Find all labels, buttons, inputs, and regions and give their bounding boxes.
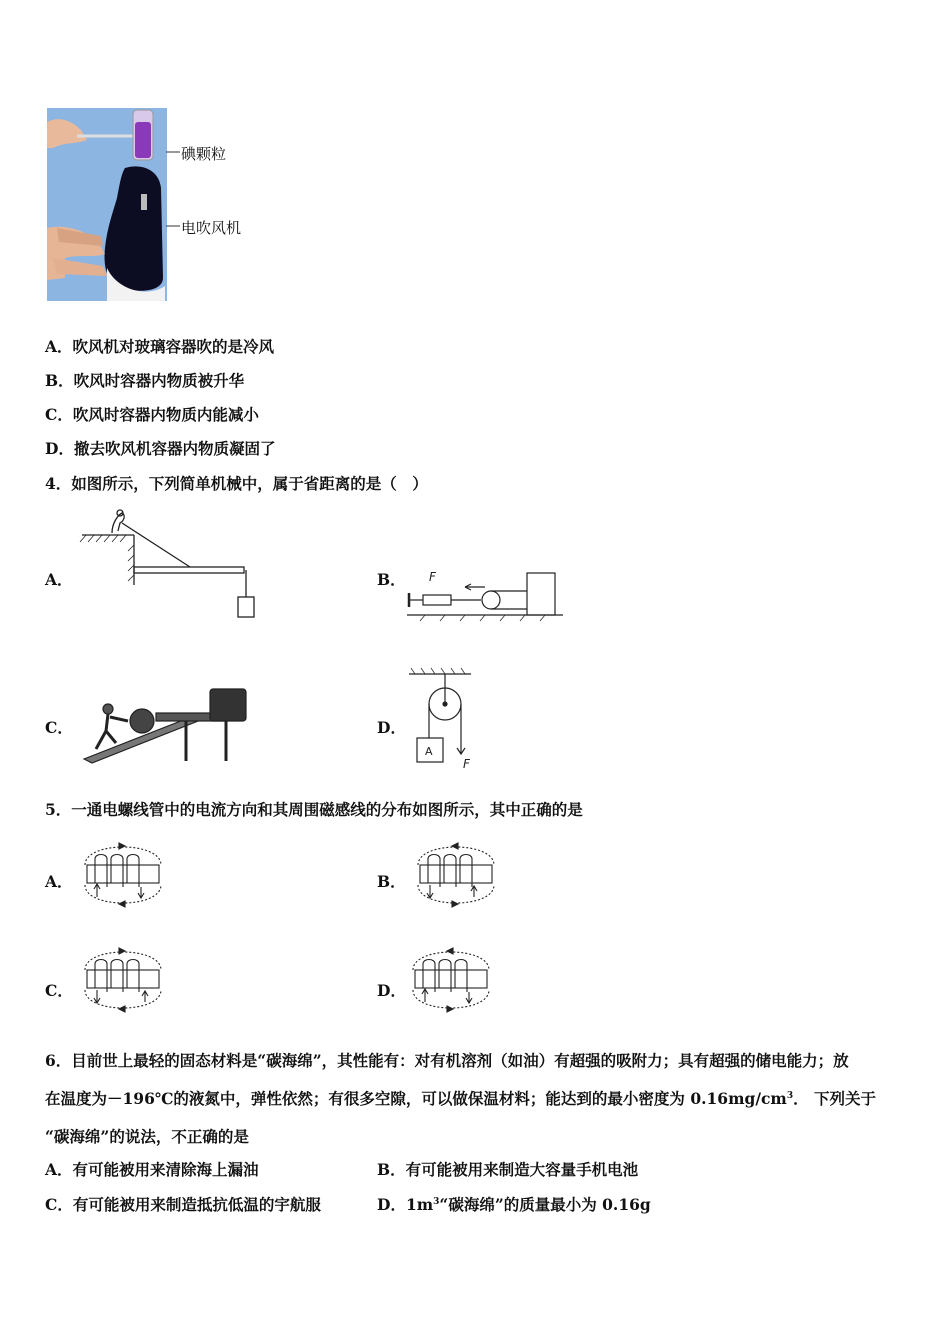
block-a-label: A [425, 745, 433, 758]
q6-stem-line1: 6．目前世上最轻的固态材料是“碳海绵”，其性能有：对有机溶剂（如油）有超强的吸附力；具有超强的储电能力；放 [45, 1051, 849, 1070]
inclined-plane-icon [76, 687, 251, 767]
q4-label-c[interactable]: C． [45, 718, 73, 737]
q6-option-d[interactable]: D．$1m^3“$碳海绵”的质量最小为 0.16g [377, 1195, 651, 1214]
hair-dryer-label: 电吹风机 [181, 219, 242, 237]
q5-label-c[interactable]: C． [45, 981, 73, 1000]
q5-label-b[interactable]: B． [377, 872, 406, 891]
hair-dryer-photo-icon [47, 108, 167, 301]
q6-option-c[interactable]: C．有可能被用来制造抵抗低温的宇航服 [45, 1195, 321, 1214]
q5-label-d[interactable]: D． [377, 981, 406, 1000]
q4-label-b[interactable]: B． [377, 570, 406, 589]
q4-label-d[interactable]: D． [377, 718, 406, 737]
q4-stem: 4．如图所示，下列简单机械中，属于省距离的是（ ） [45, 474, 428, 493]
lever-wall-icon [78, 505, 268, 625]
q6-stem-line2: 在温度为－196℃的液氮中，弹性依然；有很多空隙，可以做保温材料；能达到的最小密度为 $0.16mg/cm^3$． 下列关于 [45, 1089, 876, 1108]
q4-label-a[interactable]: A． [45, 570, 73, 589]
q3-option-d[interactable]: D．撤去吹风机容器内物质凝固了 [45, 439, 276, 458]
q6-option-b[interactable]: B．有可能被用来制造大容量手机电池 [377, 1160, 639, 1179]
q3-option-b[interactable]: B．吹风时容器内物质被升华 [45, 371, 245, 390]
solenoid-b-icon [410, 839, 502, 911]
force-b-label: F [429, 570, 436, 584]
q3-option-a[interactable]: A．吹风机对玻璃容器吹的是冷风 [45, 337, 275, 356]
q3-option-c[interactable]: C．吹风时容器内物质内能减小 [45, 405, 259, 424]
solenoid-a-icon [77, 839, 169, 911]
solenoid-d-icon [405, 944, 497, 1016]
q6-stem-line3: “碳海绵”的说法，不正确的是 [45, 1127, 249, 1146]
fixed-pulley-icon [405, 668, 485, 778]
iodine-label: 碘颗粒 [181, 145, 227, 163]
q3-photo [47, 108, 167, 301]
pulley-spring-scale-icon [405, 565, 565, 625]
q5-stem: 5．一通电螺线管中的电流方向和其周围磁感线的分布如图所示，其中正确的是 [45, 800, 583, 819]
solenoid-c-icon [77, 944, 169, 1016]
q6-option-a[interactable]: A．有可能被用来清除海上漏油 [45, 1160, 259, 1179]
force-d-label: F [463, 757, 470, 771]
q5-label-a[interactable]: A． [45, 872, 73, 891]
